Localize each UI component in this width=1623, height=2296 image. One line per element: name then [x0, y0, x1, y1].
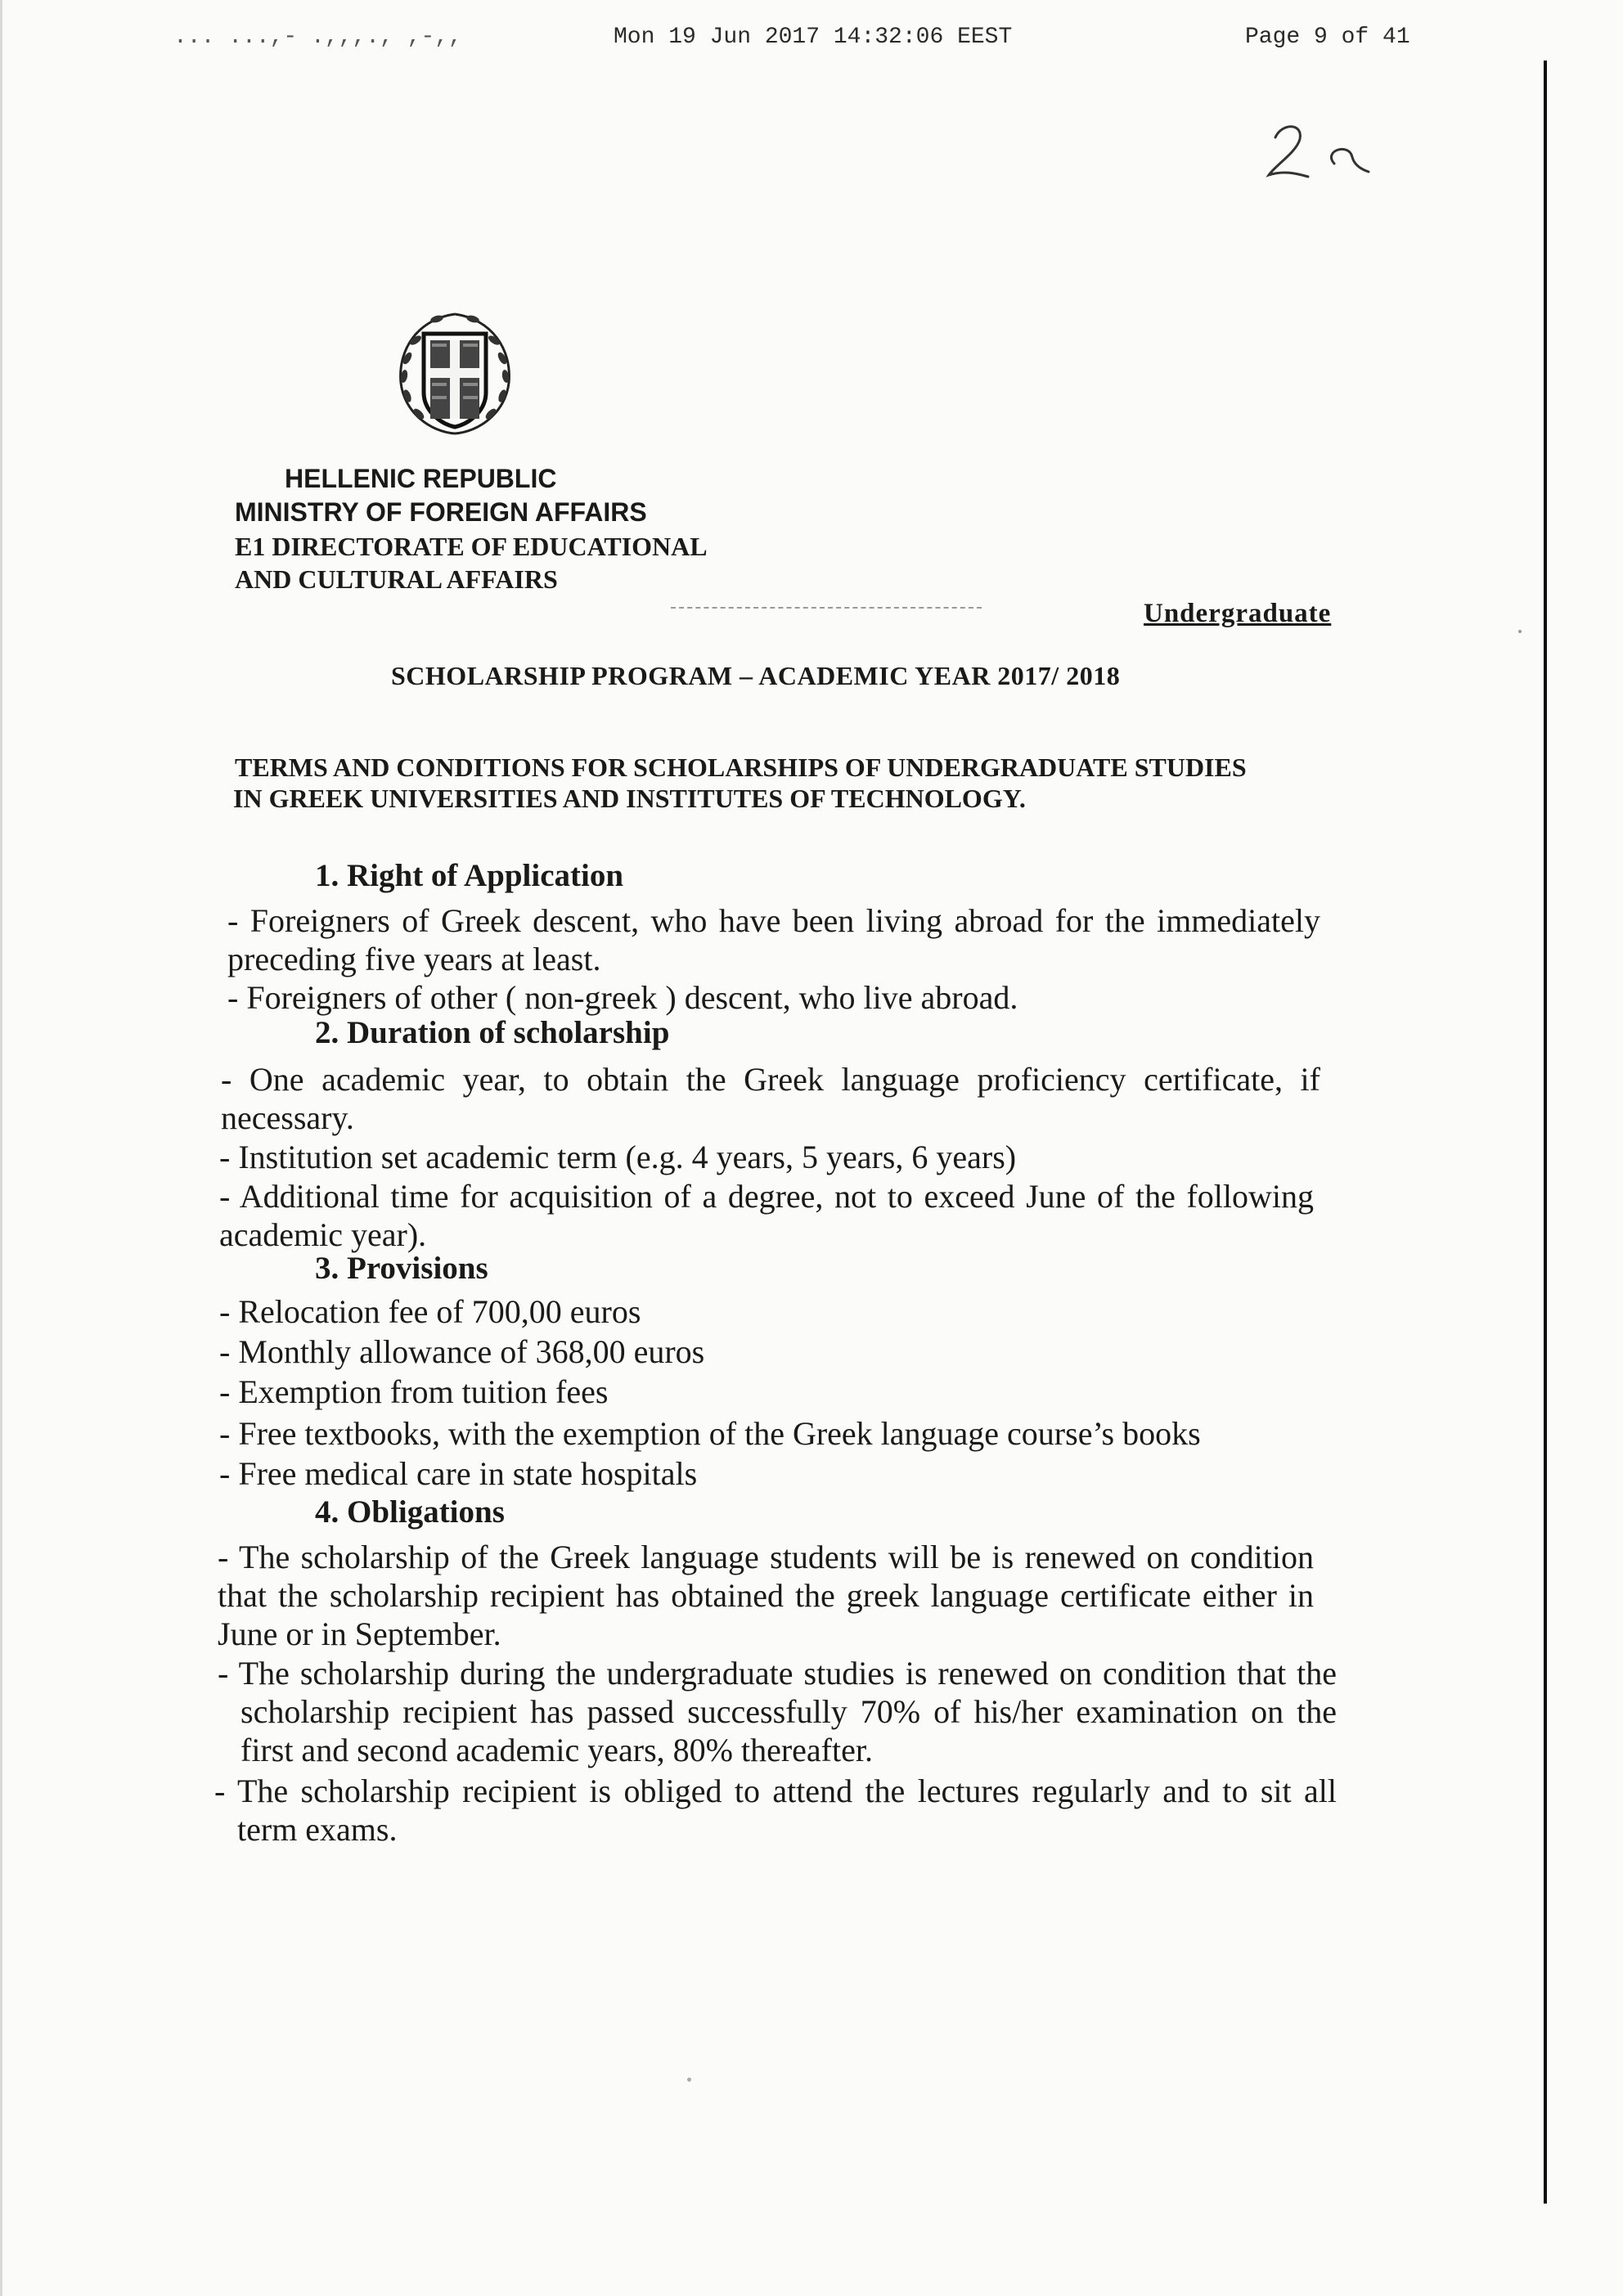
section-4-item-2: - The scholarship during the undergraduate studies is renewed on condition that the scholarship recipient has passed successfully 70% of his/her examination on the first and second academic years, 80% thereafter. — [218, 1655, 1337, 1768]
section-4-item-3: - The scholarship recipient is obliged to attend the lectures regularly and to sit all term exams. — [214, 1773, 1337, 1848]
category-label: Undergraduate — [1144, 599, 1332, 628]
letterhead-ministry: MINISTRY OF FOREIGN AFFAIRS — [235, 497, 647, 527]
program-title: SCHOLARSHIP PROGRAM – ACADEMIC YEAR 2017/ 2018 — [391, 661, 1121, 690]
section-heading-obligations: 4. Obligations — [315, 1494, 505, 1530]
section-heading-right-of-application: 1. Right of Application — [315, 858, 624, 893]
letterhead-country: HELLENIC REPUBLIC — [285, 464, 557, 493]
handwritten-mark — [1264, 115, 1378, 188]
fax-header-timestamp: Mon 19 Jun 2017 14:32:06 EEST — [614, 25, 1013, 50]
scan-edge-right — [1544, 61, 1547, 2204]
section-3-item-2: - Monthly allowance of 368,00 euros — [219, 1333, 705, 1370]
section-3-item-3: - Exemption from tuition fees — [219, 1373, 609, 1410]
letterhead-directorate: E1 DIRECTORATE OF EDUCATIONAL — [235, 532, 708, 561]
fax-header-page: Page 9 of 41 — [1245, 25, 1410, 50]
section-3-item-4: - Free textbooks, with the exemption of the Greek language course’s books — [219, 1415, 1201, 1452]
terms-title-line1: TERMS AND CONDITIONS FOR SCHOLARSHIPS OF UNDERGRADUATE STUDIES — [235, 753, 1247, 782]
section-1-item-2: - Foreigners of other ( non-greek ) descent, who live abroad. — [227, 979, 1018, 1016]
section-2-item-1: - One academic year, to obtain the Greek language proficiency certificate, if necessary. — [221, 1061, 1320, 1136]
section-heading-duration: 2. Duration of scholarship — [315, 1015, 670, 1050]
scan-artifact-dashes — [671, 607, 982, 609]
section-4-item-1: - The scholarship of the Greek language students will be is renewed on condition that the scholarship recipient has obtained the greek language certificate either in June or in September. — [218, 1539, 1314, 1652]
section-heading-provisions: 3. Provisions — [315, 1251, 488, 1286]
greek-coat-of-arms-emblem — [383, 301, 527, 440]
section-1-item-1: - Foreigners of Greek descent, who have been living abroad for the immediately preceding five years at least. — [227, 902, 1320, 977]
section-3-item-1: - Relocation fee of 700,00 euros — [219, 1293, 641, 1330]
terms-title-line2: IN GREEK UNIVERSITIES AND INSTITUTES OF TECHNOLOGY. — [233, 784, 1026, 813]
section-2-item-3: - Additional time for acquisition of a degree, not to exceed June of the following academic year). — [219, 1178, 1314, 1253]
scan-speck — [687, 2078, 691, 2082]
section-2-item-2: - Institution set academic term (e.g. 4 years, 5 years, 6 years) — [219, 1139, 1017, 1175]
scan-speck — [1518, 630, 1522, 633]
fax-header-left: ... ...,- .,,,., ,-,, — [173, 25, 462, 50]
letterhead-directorate-cont: AND CULTURAL AFFAIRS — [235, 564, 558, 594]
scan-edge-left — [0, 0, 2, 2296]
section-3-item-5: - Free medical care in state hospitals — [219, 1455, 698, 1492]
